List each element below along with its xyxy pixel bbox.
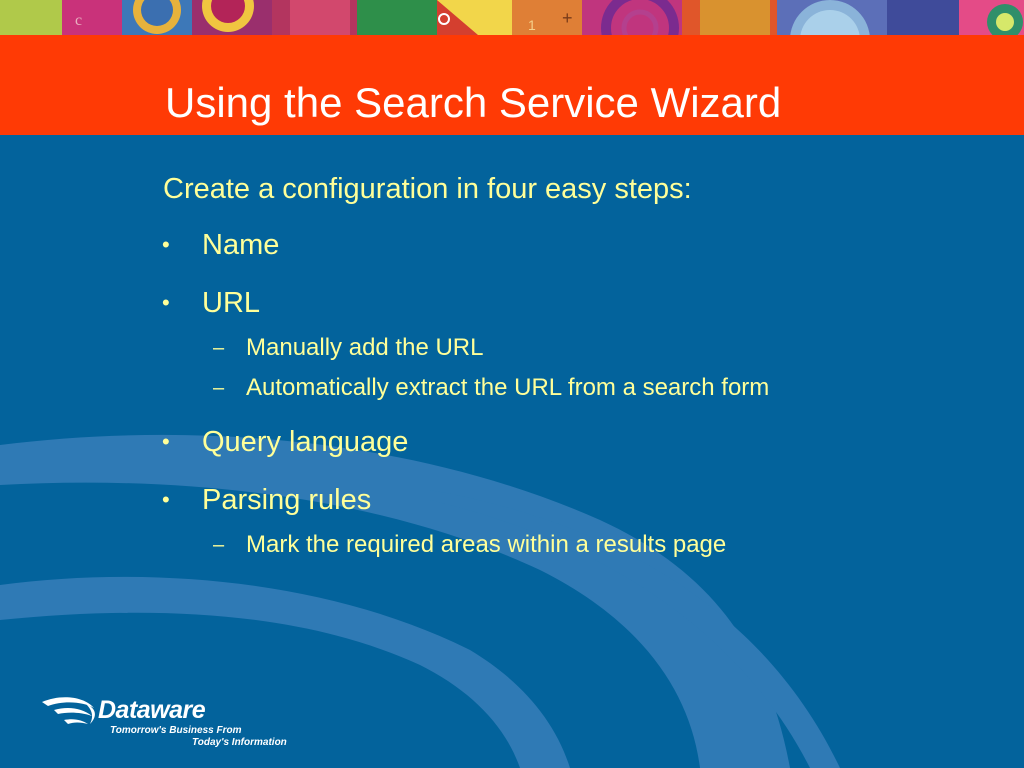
dash-icon: – (213, 534, 225, 556)
bullet-label: URL (202, 287, 261, 319)
dataware-logo-icon (40, 694, 98, 730)
dash-icon: – (213, 337, 225, 359)
banner-artwork (0, 0, 1024, 35)
bullet-icon: • (162, 290, 170, 315)
svg-text:c: c (75, 12, 83, 29)
logo-name: Dataware (98, 696, 206, 724)
bullet-label: Parsing rules (202, 484, 372, 516)
bullet-icon: • (162, 232, 170, 257)
logo-tagline-line2: Today's Information (192, 737, 287, 748)
dataware-logo (40, 690, 310, 750)
svg-text:+: + (562, 8, 573, 28)
sub-label: Automatically extract the URL from a search form (246, 374, 770, 401)
sub-label: Manually add the URL (246, 334, 484, 361)
intro-text: Create a configuration in four easy steps: (163, 173, 692, 205)
background-swoosh (0, 135, 1024, 768)
bullet-label: Name (202, 229, 280, 261)
dash-icon: – (213, 377, 225, 399)
svg-text:1: 1 (528, 17, 536, 33)
logo-tagline-line1: Tomorrow's Business From (110, 725, 242, 736)
sub-label: Mark the required areas within a results page (246, 531, 727, 558)
bullet-icon: • (162, 429, 170, 454)
bullet-label: Query language (202, 426, 409, 458)
slide-title: Using the Search Service Wizard (165, 79, 782, 126)
bullet-icon: • (162, 487, 170, 512)
